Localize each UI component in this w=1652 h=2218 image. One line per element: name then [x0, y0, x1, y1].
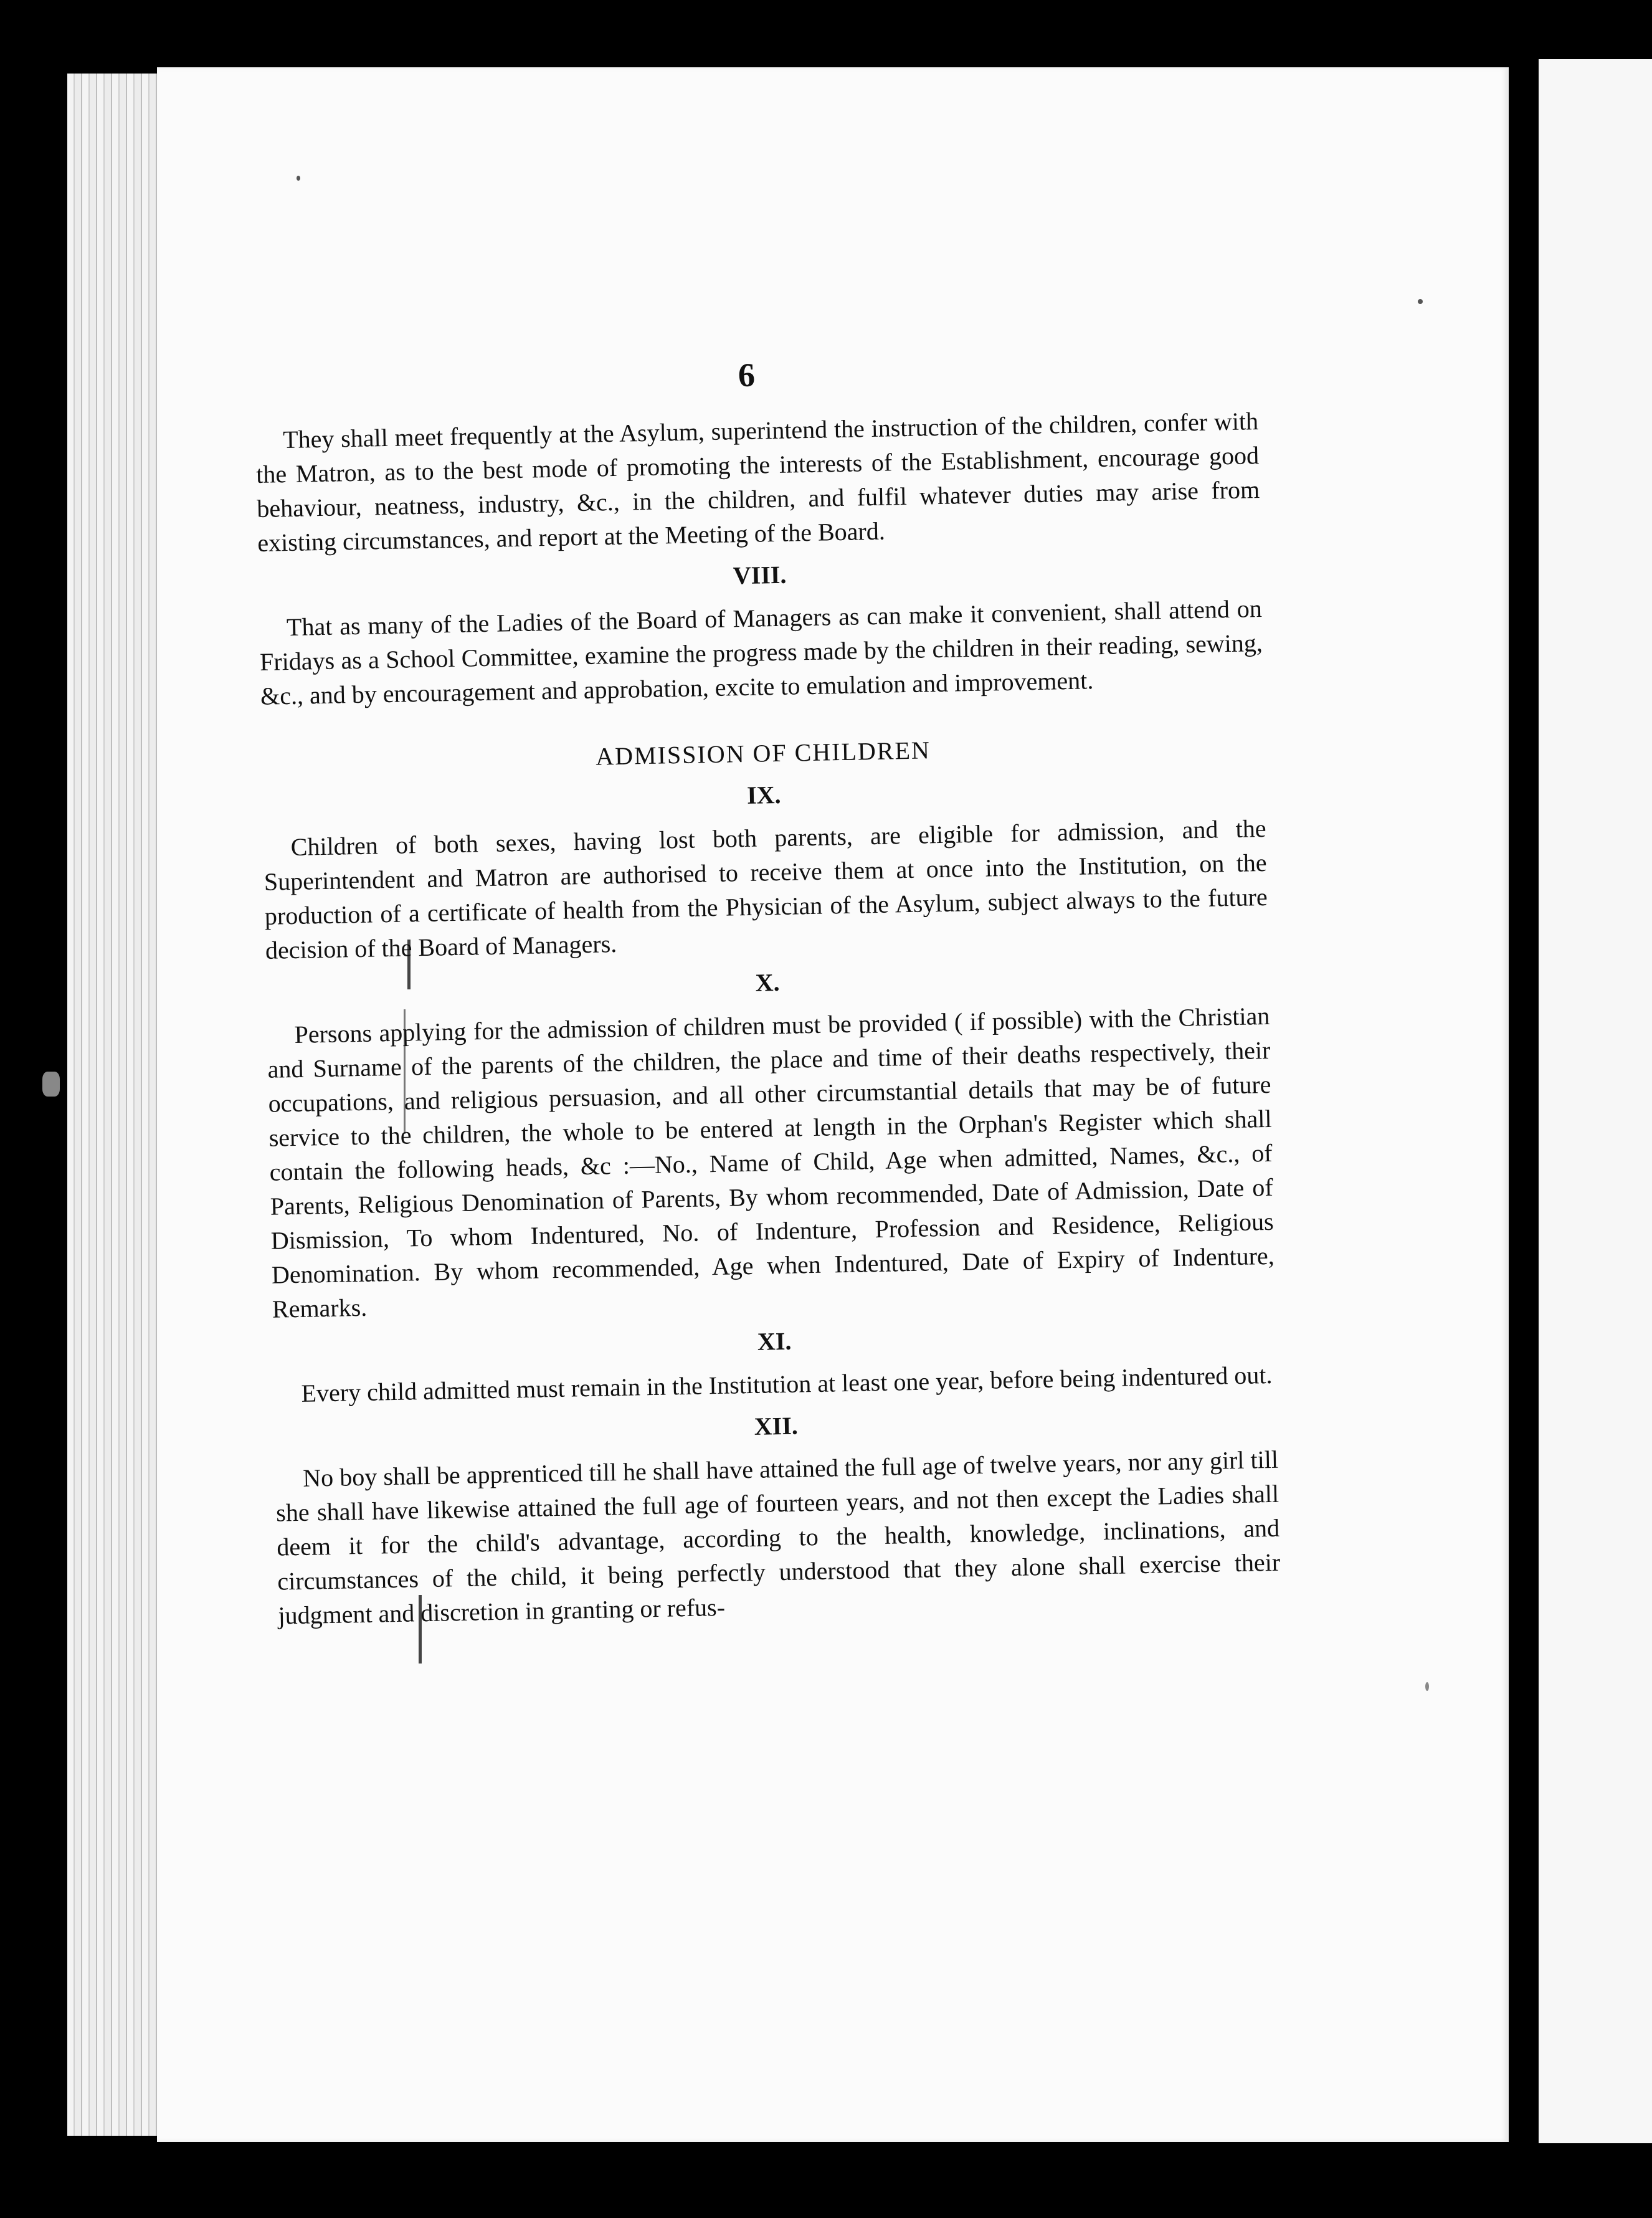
- paragraph: That as many of the Ladies of the Board of Managers as can make it convenient, shall attend on Fridays as a School Committee, examine the progress made by the children in their reading, sewing, &c., and by encouragement and approbation, excite to emulation and improvement.: [259, 594, 1263, 710]
- page-number: 6: [738, 356, 756, 394]
- paragraph: No boy shall be apprenticed till he shall have attained the full age of twelve years, nor any girl till she shall have likewise attained the full age of fourteen years, and not then except the Ladies shall deem it for the child's advantage, according to the health, knowledge, inclinations, and circumstances of the child, it being perfectly understood that they alone shall exercise their judgment and discretion in granting or refus-: [275, 1445, 1281, 1630]
- section-number: XII.: [754, 1411, 799, 1440]
- paragraph: They shall meet frequently at the Asylum, superintend the instruction of the children, confer with the Matron, as to the best mode of promoting the interests of the Establishment, encourage good behaviour, neatness, industry, &c., in the children, and fulfil whatever duties may arise from existing circumstances, and report at the Meeting of the Board.: [255, 407, 1260, 557]
- section-number: VIII.: [733, 560, 787, 590]
- next-page-edge: [1539, 59, 1652, 2143]
- speck: [1418, 299, 1423, 304]
- section-number: IX.: [746, 780, 781, 809]
- page-text: [254, 348, 1281, 1633]
- page-edges: [67, 74, 163, 2136]
- paragraph: Persons applying for the admission of children must be provided ( if possible) with the Christian and Surname of the parents of the children, the place and time of their deaths respectively, their occupations, and religious persuasion, and all other circumstantial details that may be of future service to the children, the whole to be entered at length in the Orphan's Register which shall contain the following heads, &c :—No., Name of Child, Age when admitted, Names, &c., of Parents, Religious Denomination of Parents, By whom recommended, Date of Admission, Date of Dismission, To whom Indentured, No. of Indenture, Profession and Residence, Religious Denomination. By whom recommended, Age when Indentured, Date of Expiry of Indenture, Remarks.: [267, 1001, 1275, 1323]
- paragraph: Children of both sexes, having lost both parents, are eligible for admission, and the Superintendent and Matron are authorised to receive them at once into the Institution, on the production of a certificate of health from the Physician of the Asylum, subject always to the future decision of the Board of Managers.: [263, 814, 1268, 964]
- speck: [42, 1072, 60, 1097]
- section-heading: ADMISSION OF CHILDREN: [595, 736, 931, 771]
- section-number: X.: [755, 968, 780, 997]
- speck: [1425, 1682, 1429, 1691]
- paragraph: Every child admitted must remain in the Institution at least one year, before being indentured out.: [301, 1360, 1273, 1407]
- section-number: XI.: [757, 1326, 792, 1356]
- speck: [297, 176, 300, 181]
